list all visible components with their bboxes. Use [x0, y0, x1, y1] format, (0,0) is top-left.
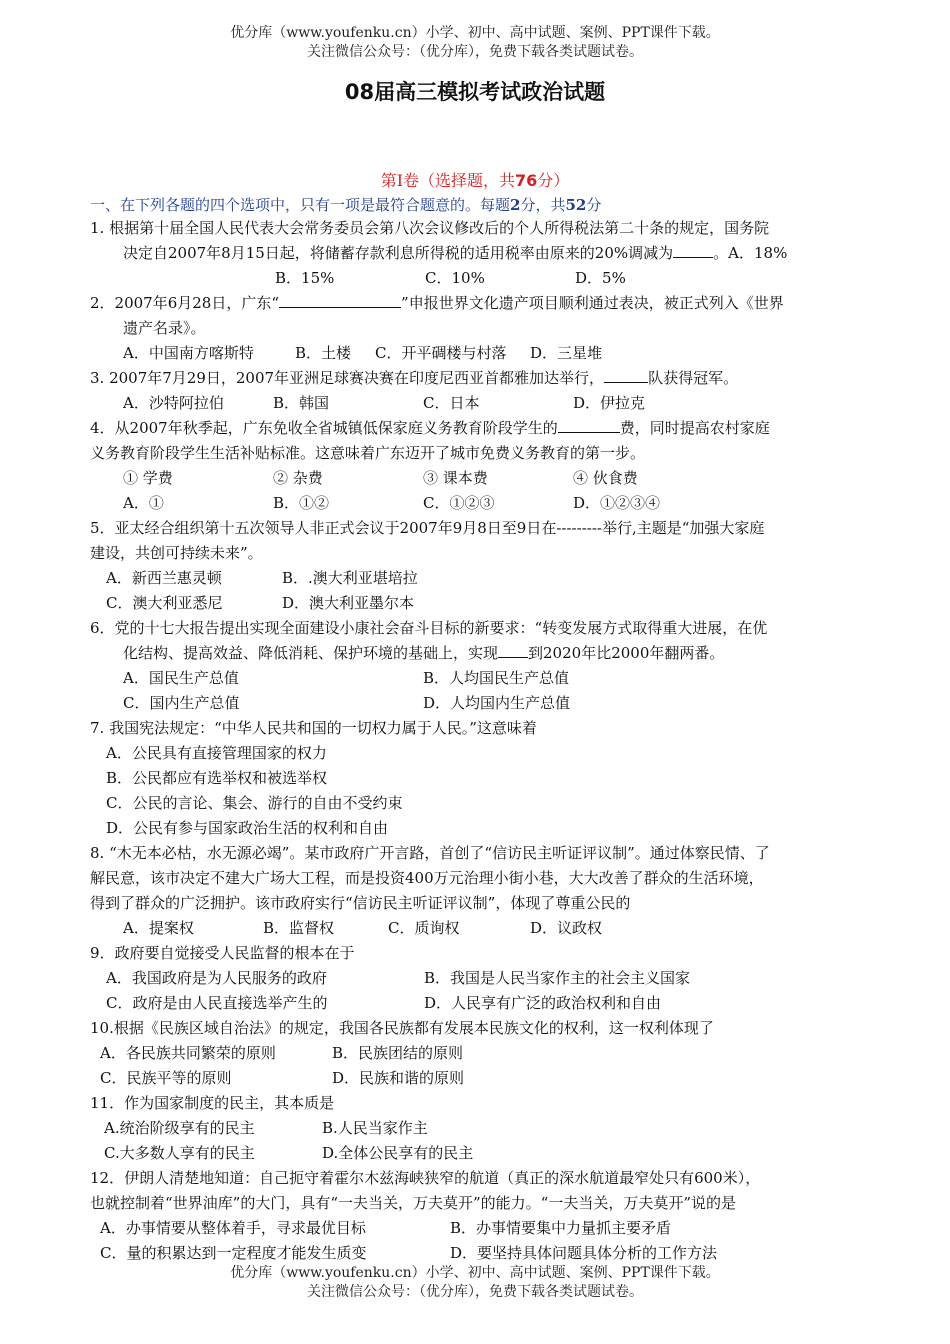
option: A．沙特阿拉伯 [123, 394, 224, 412]
option: C.大多数人享有的民主 [104, 1144, 255, 1162]
q10-stem: 10.根据《民族区域自治法》的规定，我国各民族都有发展本民族文化的权利，这一权利体现了 [90, 1019, 714, 1037]
q11-stem: 11．作为国家制度的民主，其本质是 [90, 1094, 335, 1112]
page-title: 08届高三模拟考试政治试题 [344, 80, 606, 104]
answer-blank [604, 367, 648, 383]
instruction-total: 52 [565, 196, 587, 214]
section-label-pre: 第Ⅰ卷（选择题，共 [380, 171, 516, 190]
option: A．国民生产总值 [123, 669, 239, 687]
q9-options-row1 [90, 966, 860, 991]
q6-options-row2 [90, 691, 860, 716]
q12-options-row2 [90, 1241, 860, 1266]
page-footer-line1: 优分库（www.youfenku.cn）小学、初中、高中试题、案例、PPT课件下载。 [230, 1265, 720, 1281]
q8-stem-cont1: 解民意，该市决定不建大广场大工程，而是投资400万元治理小街小巷，大大改善了群众的生活环境， [90, 869, 764, 887]
option: A．新西兰惠灵顿 [106, 569, 222, 587]
answer-blank [673, 242, 713, 258]
q9-options-row2 [90, 991, 860, 1016]
instruction-each: 2 [510, 196, 521, 214]
option: C．公民的言论、集会、游行的自由不受约束 [106, 794, 403, 812]
option: D．要坚持具体问题具体分析的工作方法 [450, 1244, 718, 1262]
list-item: ② 杂费 [273, 469, 323, 487]
option: B．人均国民生产总值 [423, 669, 570, 687]
option: B．公民都应有选举权和被选举权 [106, 769, 328, 787]
list-item: ③ 课本费 [423, 469, 488, 487]
q2-stem-cont: 遗产名录》。 [123, 319, 206, 337]
option: D．5% [575, 269, 626, 287]
option: B．①② [273, 494, 330, 512]
option: B．办事情要集中力量抓主要矛盾 [450, 1219, 672, 1237]
option: D．伊拉克 [573, 394, 646, 412]
option: B．土楼 [295, 344, 352, 362]
q11-options-row1 [90, 1116, 860, 1141]
q12-stem: 12．伊朗人清楚地知道：自己扼守着霍尔木兹海峡狭窄的航道（真正的深水航道最窄处只有600米）， [90, 1169, 761, 1187]
q2-stem: 2．2007年6月28日，广东“ ”申报世界文化遗产项目顺利通过表决，被正式列入《世界 [90, 294, 784, 312]
q10-options-row1 [90, 1041, 860, 1066]
option: A．提案权 [123, 919, 194, 937]
q11-options-row2 [90, 1141, 860, 1166]
option: D.全体公民享有的民主 [322, 1144, 474, 1162]
q6-stem: 6．党的十七大报告提出实现全面建设小康社会奋斗目标的新要求：“转变发展方式取得重大进展，在优 [90, 619, 768, 637]
option: C．澳大利亚悉尼 [106, 594, 223, 612]
option: C．质询权 [388, 919, 460, 937]
option: C．日本 [423, 394, 480, 412]
q10-options-row2 [90, 1066, 860, 1091]
section-heading [0, 168, 950, 191]
option: C．民族平等的原则 [100, 1069, 232, 1087]
option: A．各民族共同繁荣的原则 [100, 1044, 276, 1062]
option: B．监督权 [263, 919, 335, 937]
instruction [90, 194, 601, 215]
instruction-pre: 一、在下列各题的四个选项中，只有一项是最符合题意的。每题 [90, 196, 511, 214]
option: D．民族和谐的原则 [332, 1069, 465, 1087]
option: A.统治阶级享有的民主 [104, 1119, 255, 1137]
option: D．三星堆 [530, 344, 603, 362]
q12-options-row1 [90, 1216, 860, 1241]
q1-stem-cont: 决定自2007年8月15日起，将储蓄存款利息所得税的适用税率由原来的20%调减为 。A．18% [123, 244, 788, 262]
page-footer-line2: 关注微信公众号：（优分库），免费下载各类试题试卷。 [307, 1284, 643, 1300]
q5-options-row1 [90, 566, 860, 591]
answer-blank [498, 642, 528, 658]
q2-options [90, 341, 860, 366]
q5-stem-cont: 建设，共创可持续未来”。 [90, 544, 263, 562]
q7-stem: 7. 我国宪法规定：“中华人民共和国的一切权力属于人民。”这意味着 [90, 719, 537, 737]
option: B．.澳大利亚堪培拉 [282, 569, 418, 587]
option: A．我国政府是为人民服务的政府 [106, 969, 327, 987]
q4-stem-cont: 义务教育阶段学生生活补贴标准。这意味着广东迈开了城市免费义务教育的第一步。 [90, 444, 646, 462]
list-item: ① 学费 [123, 469, 173, 487]
q4-stem: 4．从2007年秋季起，广东免收全省城镇低保家庭义务教育阶段学生的 费，同时提高农村家庭 [90, 419, 770, 437]
q4-items [90, 466, 860, 491]
option: A．公民具有直接管理国家的权力 [106, 744, 327, 762]
option: C．量的积累达到一定程度才能发生质变 [100, 1244, 367, 1262]
option: D．①②③④ [573, 494, 661, 512]
section-label-post: 分） [537, 171, 570, 190]
option: B．15% [275, 269, 335, 287]
page-header-line1: 优分库（www.youfenku.cn）小学、初中、高中试题、案例、PPT课件下载。 [230, 25, 720, 41]
answer-blank [279, 292, 401, 308]
option: C．①②③ [423, 494, 495, 512]
option: A．办事情要从整体着手，寻求最优目标 [100, 1219, 366, 1237]
option: A．① [123, 494, 164, 512]
q8-stem: 8. “木无本必枯，水无源必竭”。某市政府广开言路，首创了“信访民主听证评议制”。通过体察民情、了 [90, 844, 770, 862]
option: C．国内生产总值 [123, 694, 240, 712]
q1-stem: 1. 根据第十届全国人民代表大会常务委员会第八次会议修改后的个人所得税法第二十条的规定，国务院 [90, 219, 770, 237]
option: D．澳大利亚墨尔本 [282, 594, 415, 612]
option: B．民族团结的原则 [332, 1044, 464, 1062]
q5-options-row2 [90, 591, 860, 616]
q12-stem-cont: 也就控制着“世界油库”的大门，具有“一夫当关，万夫莫开”的能力。“一夫当关，万夫莫开”说的是 [90, 1194, 737, 1212]
option: C．开平碉楼与村落 [375, 344, 507, 362]
q9-stem: 9．政府要自觉接受人民监督的根本在于 [90, 944, 355, 962]
option: D．人民享有广泛的政治权利和自由 [424, 994, 662, 1012]
option: C．政府是由人民直接选举产生的 [106, 994, 328, 1012]
list-item: ④ 伙食费 [573, 469, 638, 487]
option: B．我国是人民当家作主的社会主义国家 [424, 969, 691, 987]
q3-stem: 3. 2007年7月29日，2007年亚洲足球赛决赛在印度尼西亚首都雅加达举行， 队获得冠军。 [90, 369, 739, 387]
option: C．10% [425, 269, 485, 287]
q4-options [90, 491, 860, 516]
option: B．韩国 [273, 394, 330, 412]
question-list [90, 216, 860, 1266]
q6-stem-cont: 化结构、提高效益、降低消耗、保护环境的基础上，实现 到2020年比2000年翻两番。 [123, 644, 725, 662]
instruction-mid: 分，共 [520, 196, 566, 214]
q8-stem-cont2: 得到了群众的广泛拥护。该市政府实行“信访民主听证评议制”，体现了尊重公民的 [90, 894, 631, 912]
q5-stem: 5．亚太经合组织第十五次领导人非正式会议于2007年9月8日至9日在---------举行,主题是“加强大家庭 [90, 519, 765, 537]
instruction-post: 分 [586, 196, 602, 214]
option: D．人均国内生产总值 [423, 694, 571, 712]
q3-options [90, 391, 860, 416]
option: A．中国南方喀斯特 [123, 344, 254, 362]
page-header-line2: 关注微信公众号：（优分库），免费下载各类试题试卷。 [307, 44, 643, 60]
option: D．公民有参与国家政治生活的权利和自由 [106, 819, 389, 837]
q8-options [90, 916, 860, 941]
option: D．议政权 [530, 919, 603, 937]
section-score: 76 [515, 171, 538, 190]
answer-blank [558, 417, 620, 433]
q6-options-row1 [90, 666, 860, 691]
option: B.人民当家作主 [322, 1119, 428, 1137]
q1-options [90, 266, 860, 291]
